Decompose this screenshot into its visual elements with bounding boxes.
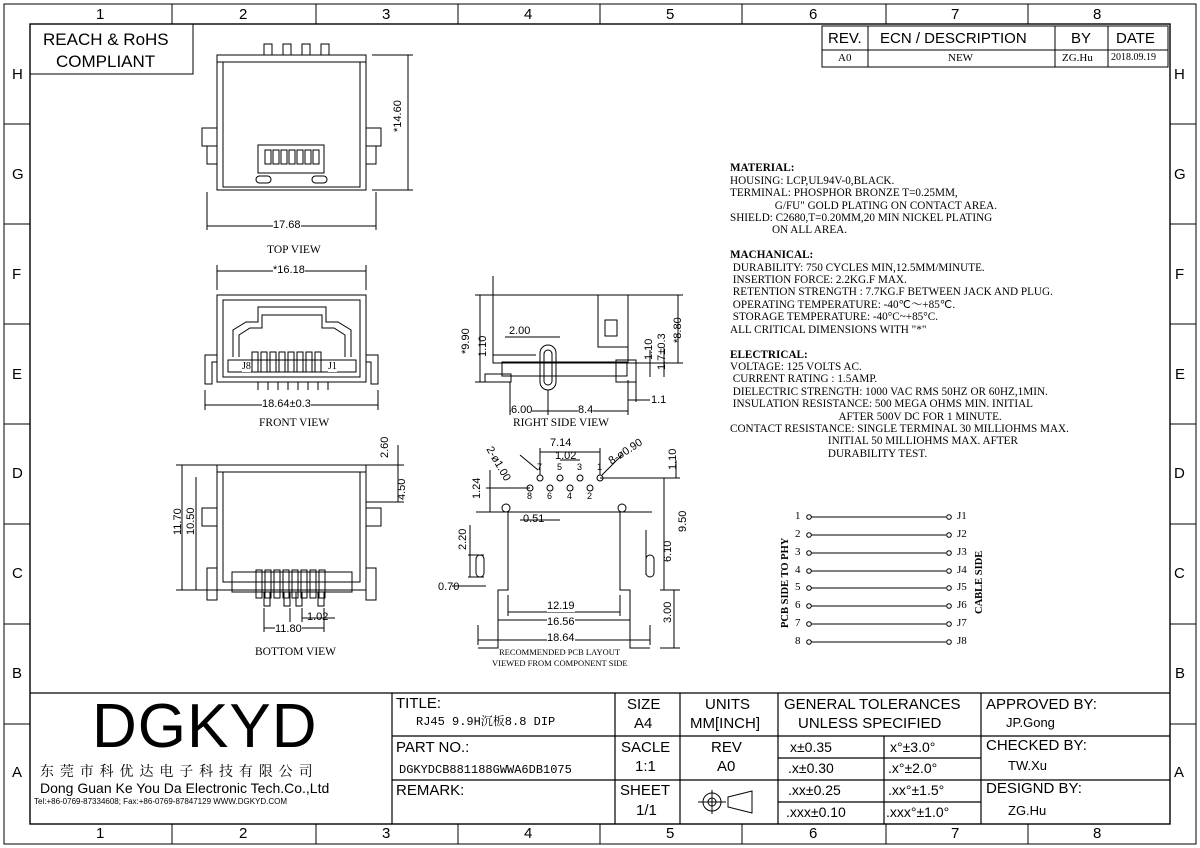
projection-symbol-icon <box>698 790 752 814</box>
material-line-2: TERMINAL: PHOSPHOR BRONZE T=0.25MM, <box>730 187 958 200</box>
top-view-drawing <box>202 44 413 230</box>
row-label-right-h: H <box>1174 66 1185 83</box>
pcb-layout-label-1: RECOMMENDED PCB LAYOUT <box>499 647 621 657</box>
dim-side-200: 2.00 <box>509 325 531 337</box>
tol-a1: x±0.35 <box>790 739 832 755</box>
row-label-right-a: A <box>1174 764 1185 781</box>
dim-pcb-124: 1.24 <box>471 477 483 499</box>
electrical-line-4: INSULATION RESISTANCE: 500 MEGA OHMS MIN. INITIAL <box>730 398 1034 411</box>
sheet-label: SHEET <box>620 782 671 799</box>
mechanical-line-5: STORAGE TEMPERATURE: -40°C~+85°C. <box>730 311 938 324</box>
col-label-top-7: 7 <box>951 6 960 23</box>
schematic-drawing <box>807 515 952 645</box>
pcb-layout-label-2: VIEWED FROM COMPONENT SIDE <box>492 658 628 668</box>
tol-b2: .x°±2.0° <box>888 760 938 776</box>
designed-by-value: ZG.Hu <box>1008 803 1047 818</box>
schematic-left-5: 5 <box>795 581 801 593</box>
dim-pcb-1656: 16.56 <box>547 616 575 628</box>
schematic-right-j6: J6 <box>957 599 967 611</box>
units-label: UNITS <box>705 696 750 713</box>
compliance-line-2: COMPLIANT <box>56 52 156 71</box>
front-view-label: FRONT VIEW <box>259 417 330 429</box>
dim-pcb-051: 0.51 <box>523 513 545 525</box>
pcb-pin-5: 5 <box>557 462 563 472</box>
dim-pcb-300: 3.00 <box>662 601 674 623</box>
col-label-top-3: 3 <box>382 6 391 23</box>
dim-pcb-950: 9.50 <box>677 510 689 532</box>
pcb-pin-2: 2 <box>587 491 593 501</box>
approved-by-label: APPROVED BY: <box>986 696 1097 713</box>
material-line-4: SHIELD: C2680,T=0.20MM,20 MIN NICKEL PLATING <box>730 212 993 225</box>
mechanical-line-2: INSERTION FORCE: 2.2KG.F MAX. <box>730 274 907 287</box>
pcb-pin-3: 3 <box>577 462 583 472</box>
designed-by-label: DESIGND BY: <box>986 780 1082 797</box>
dim-side-110: 1.10 <box>477 335 489 357</box>
rev-header: REV. <box>828 30 862 47</box>
pcb-pin-1: 1 <box>597 462 603 472</box>
dim-bottom-1170: 11.70 <box>172 508 184 535</box>
tol-d1: .xxx±0.10 <box>786 804 846 820</box>
date-value: 2018.09.19 <box>1111 52 1156 63</box>
part-no-value: DGKYDCB881188GWWA6DB1075 <box>399 763 572 777</box>
dim-front-bottom-width: 18.64±0.3 <box>262 398 311 410</box>
col-label-bottom-4: 4 <box>524 825 533 842</box>
schematic-pcb-side-label: PCB SIDE TO PHY <box>780 537 791 628</box>
units-value: MM[INCH] <box>690 715 760 732</box>
schematic-cable-side-label: CABLE SIDE <box>974 550 985 614</box>
electrical-line-3: DIELECTRIC STRENGTH: 1000 VAC RMS 50HZ OR 60HZ,1MIN. <box>730 385 1048 398</box>
col-label-bottom-1: 1 <box>96 825 105 842</box>
dim-pcb-1219: 12.19 <box>547 600 575 612</box>
electrical-line-5: AFTER 500V DC FOR 1 MINUTE. <box>730 410 1002 423</box>
col-label-top-1: 1 <box>96 6 105 23</box>
dim-side-170: 1.7±0.3 <box>656 333 668 370</box>
by-header: BY <box>1071 30 1092 47</box>
row-label-right-b: B <box>1175 665 1186 682</box>
dim-pcb-1864: 18.64 <box>547 632 575 644</box>
dim-front-top-width: *16.18 <box>273 264 305 276</box>
front-j1-label: J1 <box>328 361 337 372</box>
front-view-drawing <box>205 265 378 410</box>
dim-bottom-450: 4.50 <box>396 478 408 500</box>
row-label-right-g: G <box>1174 166 1186 183</box>
col-label-top-8: 8 <box>1093 6 1102 23</box>
spec-notes <box>730 150 1069 460</box>
dim-pcb-220: 2.20 <box>457 528 469 550</box>
part-no-label: PART NO.: <box>396 739 470 756</box>
dim-pcb-2phi: 2-ø1.00 <box>483 444 513 484</box>
company-name-en: Dong Guan Ke You Da Electronic Tech.Co.,Ltd <box>40 780 330 796</box>
ecn-value: NEW <box>948 52 974 64</box>
dim-pcb-070: 0.70 <box>438 581 460 593</box>
electrical-line-6: CONTACT RESISTANCE: SINGLE TERMINAL 30 MILLIOHMS MAX. <box>730 422 1069 435</box>
col-label-top-2: 2 <box>239 6 248 23</box>
general-tolerances-1: GENERAL TOLERANCES <box>784 696 961 713</box>
dim-bottom-1050: 10.50 <box>185 507 197 535</box>
pcb-pin-4: 4 <box>567 491 573 501</box>
electrical-line-8: DURABILITY TEST. <box>730 447 928 460</box>
checked-by-value: TW.Xu <box>1008 758 1048 773</box>
schematic-left-7: 7 <box>795 617 801 629</box>
col-label-top-5: 5 <box>666 6 675 23</box>
sheet-value: 1/1 <box>636 802 657 819</box>
col-label-top-6: 6 <box>809 6 818 23</box>
dim-side-600: 6.00 <box>511 404 533 416</box>
schematic-right-j3: J3 <box>957 546 967 558</box>
dim-pcb-110: 1.10 <box>667 448 679 470</box>
dim-bottom-102: 1.02 <box>307 611 329 623</box>
rev-block-label: REV <box>711 739 742 756</box>
schematic-right-j5: J5 <box>957 581 967 593</box>
rev-block-value: A0 <box>717 758 736 775</box>
material-title: MATERIAL: <box>730 162 795 175</box>
front-j8-label: J8 <box>242 361 251 372</box>
dim-side-990: *9.90 <box>460 328 472 354</box>
electrical-line-2: CURRENT RATING : 1.5AMP. <box>730 373 878 386</box>
mechanical-line-1: DURABILITY: 750 CYCLES MIN,12.5MM/MINUTE. <box>730 261 985 274</box>
bottom-view-drawing <box>176 445 404 632</box>
ecn-header: ECN / DESCRIPTION <box>880 30 1027 47</box>
dim-side-110b: 1.10 <box>643 338 655 360</box>
mechanical-line-6: ALL CRITICAL DIMENSIONS WITH "*" <box>730 323 927 336</box>
company-name-cn: 东 莞 市 科 优 达 电 子 科 技 有 限 公 司 <box>40 763 314 779</box>
material-line-3: G/FU" GOLD PLATING ON CONTACT AREA. <box>730 199 997 212</box>
schematic-left-1: 1 <box>795 510 801 522</box>
material-line-5: ON ALL AREA. <box>730 224 848 237</box>
row-label-left-h: H <box>12 66 23 83</box>
general-tolerances-2: UNLESS SPECIFIED <box>798 715 942 732</box>
tol-c2: .xx°±1.5° <box>888 782 945 798</box>
schematic-left-2: 2 <box>795 528 801 540</box>
by-value: ZG.Hu <box>1062 52 1093 64</box>
dim-side-11: 1.1 <box>651 394 667 406</box>
row-label-left-a: A <box>12 764 23 781</box>
pcb-pin-7: 7 <box>537 462 543 472</box>
remark-label: REMARK: <box>396 782 465 799</box>
mechanical-title: MACHANICAL: <box>730 249 814 262</box>
top-view-label: TOP VIEW <box>267 244 321 256</box>
schematic-right-j1: J1 <box>957 510 967 522</box>
mechanical-line-3: RETENTION STRENGTH : 7.7KG.F BETWEEN JACK AND PLUG. <box>730 286 1053 299</box>
row-label-right-c: C <box>1174 565 1185 582</box>
col-label-bottom-8: 8 <box>1093 825 1102 842</box>
schematic-left-4: 4 <box>795 564 801 576</box>
scale-value: 1:1 <box>635 758 656 775</box>
row-label-left-c: C <box>12 565 23 582</box>
bottom-view-label: BOTTOM VIEW <box>255 646 337 658</box>
dim-top-height: *14.60 <box>392 100 404 132</box>
dim-side-880: *8.80 <box>672 317 684 343</box>
company-logo: DGKYD <box>92 692 318 761</box>
col-label-bottom-2: 2 <box>239 825 248 842</box>
title-value: RJ45 9.9H沉板8.8 DIP <box>416 715 556 729</box>
pcb-pin-8: 8 <box>527 491 533 501</box>
mechanical-line-4: OPERATING TEMPERATURE: -40℃～+85℃. <box>730 298 956 311</box>
right-side-view-label: RIGHT SIDE VIEW <box>513 417 610 429</box>
row-label-left-f: F <box>12 266 22 283</box>
electrical-line-7: INITIAL 50 MILLIOHMS MAX. AFTER <box>730 435 1018 448</box>
electrical-line-1: VOLTAGE: 125 VOLTS AC. <box>730 360 862 373</box>
col-label-top-4: 4 <box>524 6 533 23</box>
material-line-1: HOUSING: LCP,UL94V-0,BLACK. <box>730 174 895 187</box>
schematic-right-j2: J2 <box>957 528 967 540</box>
row-label-right-d: D <box>1174 465 1185 482</box>
col-label-bottom-3: 3 <box>382 825 391 842</box>
dim-pcb-714: 7.14 <box>550 437 572 449</box>
dim-top-width: 17.68 <box>273 219 301 231</box>
row-label-right-f: F <box>1175 266 1185 283</box>
company-contact: Tel:+86-0769-87334608; Fax:+86-0769-87847129 WWW.DGKYD.COM <box>34 797 288 806</box>
row-label-left-e: E <box>12 366 23 383</box>
size-value: A4 <box>634 715 653 732</box>
col-label-bottom-7: 7 <box>951 825 960 842</box>
electrical-title: ELECTRICAL: <box>730 348 808 361</box>
row-label-left-b: B <box>12 665 23 682</box>
title-label: TITLE: <box>396 695 442 712</box>
tol-b1: .x±0.30 <box>788 760 834 776</box>
pcb-pin-6: 6 <box>547 491 553 501</box>
row-label-left-d: D <box>12 465 23 482</box>
date-header: DATE <box>1116 30 1155 47</box>
schematic-left-8: 8 <box>795 635 801 647</box>
tol-c1: .xx±0.25 <box>788 782 841 798</box>
dim-pcb-102: 1.02 <box>555 450 577 462</box>
tol-a2: x°±3.0° <box>890 739 936 755</box>
tol-d2: .xxx°±1.0° <box>886 804 950 820</box>
schematic-left-3: 3 <box>795 546 801 558</box>
dim-pcb-610: 6.10 <box>662 540 674 562</box>
approved-by-value: JP.Gong <box>1006 715 1055 730</box>
rev-value: A0 <box>838 52 852 64</box>
col-label-bottom-6: 6 <box>809 825 818 842</box>
compliance-line-1: REACH & RoHS <box>43 30 169 49</box>
schematic-right-j4: J4 <box>957 564 967 576</box>
dim-bottom-260: 2.60 <box>379 436 391 458</box>
dim-pcb-8phi: 8-ø0.90 <box>606 436 645 468</box>
row-label-left-g: G <box>12 166 24 183</box>
size-label: SIZE <box>627 696 661 713</box>
col-label-bottom-5: 5 <box>666 825 675 842</box>
schematic-right-j8: J8 <box>957 635 967 647</box>
scale-label: SACLE <box>621 739 671 756</box>
dim-side-84: 8.4 <box>578 404 594 416</box>
dim-bottom-1180: 11.80 <box>275 623 302 635</box>
row-label-right-e: E <box>1175 366 1186 383</box>
schematic-left-6: 6 <box>795 599 801 611</box>
checked-by-label: CHECKED BY: <box>986 737 1087 754</box>
schematic-right-j7: J7 <box>957 617 967 629</box>
